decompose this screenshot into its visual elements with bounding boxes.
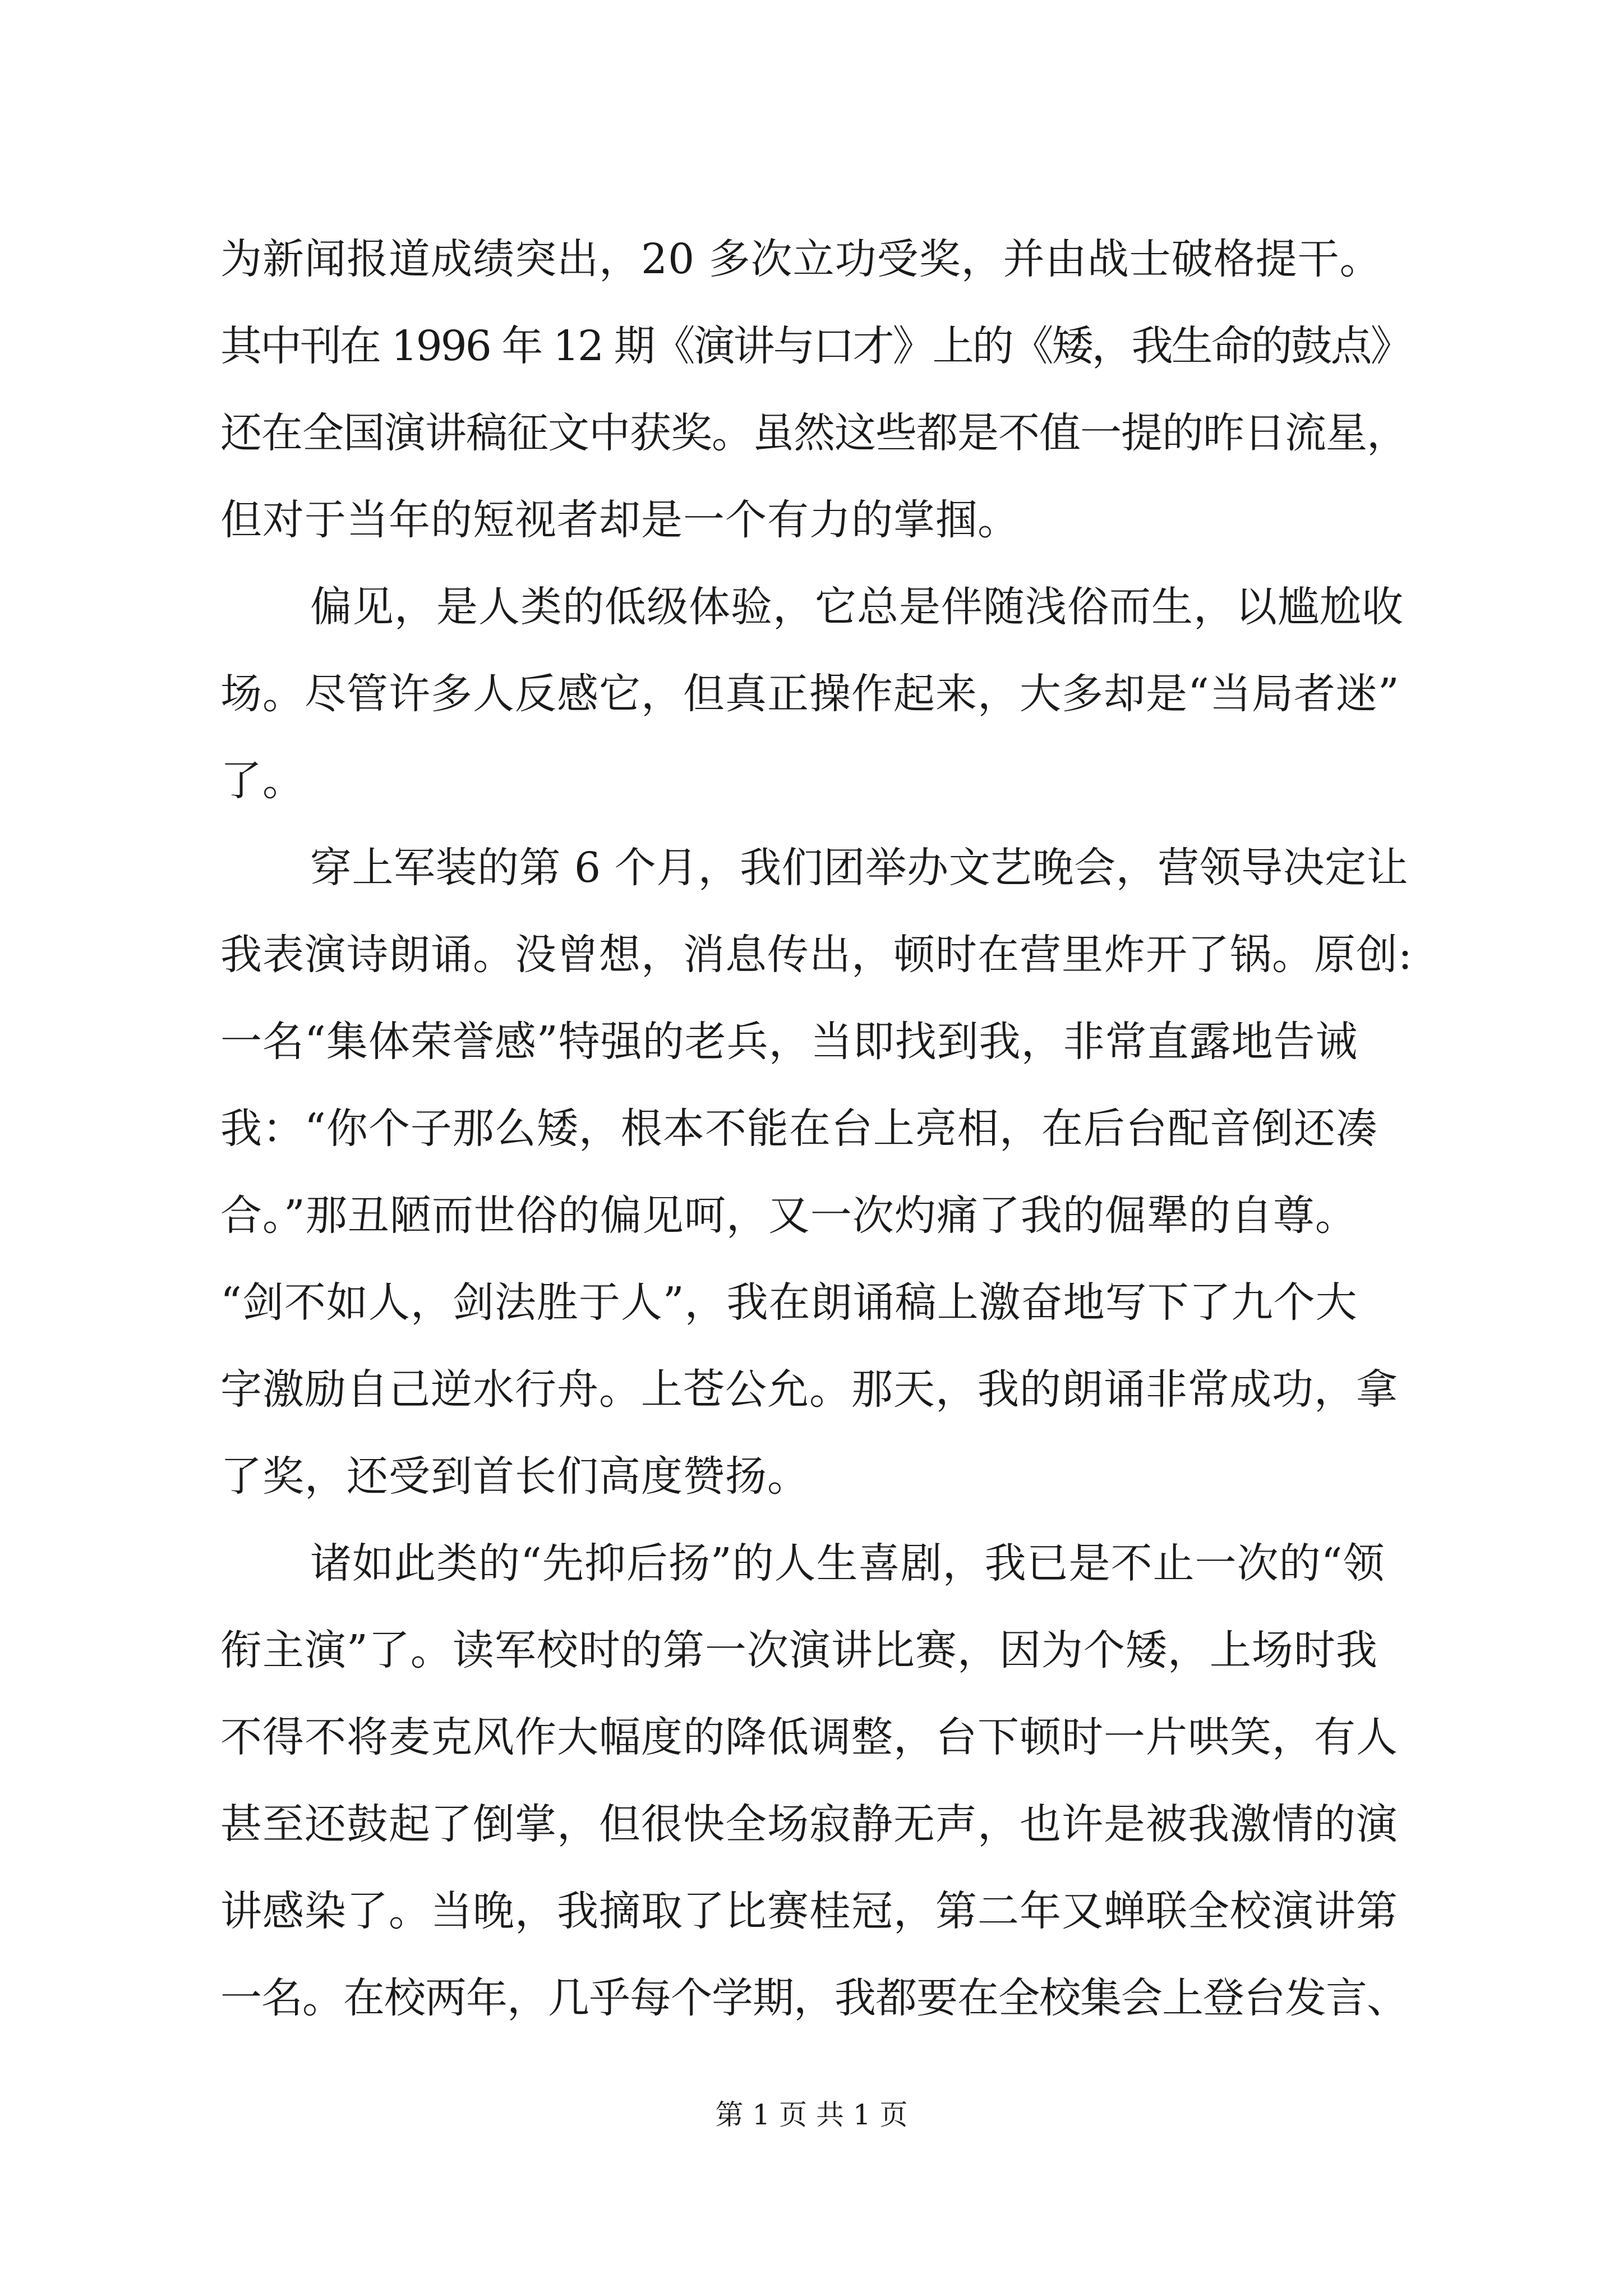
text-line: 了。 xyxy=(220,757,305,805)
text-line: 为新闻报道成绩突出，20 多次立功受奖，并由战士破格提干。 xyxy=(220,235,1382,283)
page-footer xyxy=(0,2095,1623,2134)
text-line: 穿上军装的第 6 个月，我们团举办文艺晚会，营领导决定让 xyxy=(310,844,1409,892)
text-line: 不得不将麦克风作大幅度的降低调整，台下顿时一片哄笑，有人 xyxy=(220,1713,1398,1761)
text-line: 我表演诗朗诵。没曾想，消息传出，顿时在营里炸开了锅。原创: xyxy=(220,931,1413,979)
text-line: 但对于当年的短视者却是一个有力的掌掴。 xyxy=(220,496,1020,544)
text-line: 合。”那丑陋而世俗的偏见呵，又一次灼痛了我的倔犟的自尊。 xyxy=(220,1191,1357,1240)
text-line: 诸如此类的“先抑后扬”的人生喜剧，我已是不止一次的“领 xyxy=(310,1539,1385,1588)
text-line: 甚至还鼓起了倒掌，但很快全场寂静无声，也许是被我激情的演 xyxy=(220,1800,1398,1848)
text-line: “剑不如人，剑法胜于人”，我在朗诵稿上激奋地写下了九个大 xyxy=(220,1278,1358,1327)
text-line: 我：“你个子那么矮，根本不能在台上亮相，在后台配音倒还凑 xyxy=(220,1105,1378,1153)
text-line: 场。尽管许多人反感它，但真正操作起来，大多却是“当局者迷” xyxy=(220,670,1400,718)
text-line: 字激励自己逆水行舟。上苍公允。那天，我的朗诵非常成功，拿 xyxy=(220,1365,1398,1414)
text-line: 一名“集体荣誉感”特强的老兵，当即找到我，非常直露地告诫 xyxy=(220,1018,1358,1066)
text-line: 其中刊在 1996 年 12 期《演讲与口才》上的《矮，我生命的鼓点》 xyxy=(220,322,1410,370)
text-line: 还在全国演讲稿征文中获奖。虽然这些都是不值一提的昨日流星， xyxy=(220,409,1408,457)
text-line: 一名。在校两年，几乎每个学期，我都要在全校集会上登台发言、 xyxy=(220,1974,1408,2022)
text-line: 了奖，还受到首长们高度赞扬。 xyxy=(220,1452,809,1501)
text-line: 衔主演”了。读军校时的第一次演讲比赛，因为个矮，上场时我 xyxy=(220,1626,1378,1674)
body-text xyxy=(220,216,1415,2042)
page-number-label: 第 1 页 共 1 页 xyxy=(715,2099,908,2131)
text-line: 讲感染了。当晚，我摘取了比赛桂冠，第二年又蝉联全校演讲第 xyxy=(220,1887,1398,1935)
text-line: 偏见，是人类的低级体验，它总是伴随浅俗而生，以尴尬收 xyxy=(310,583,1404,631)
